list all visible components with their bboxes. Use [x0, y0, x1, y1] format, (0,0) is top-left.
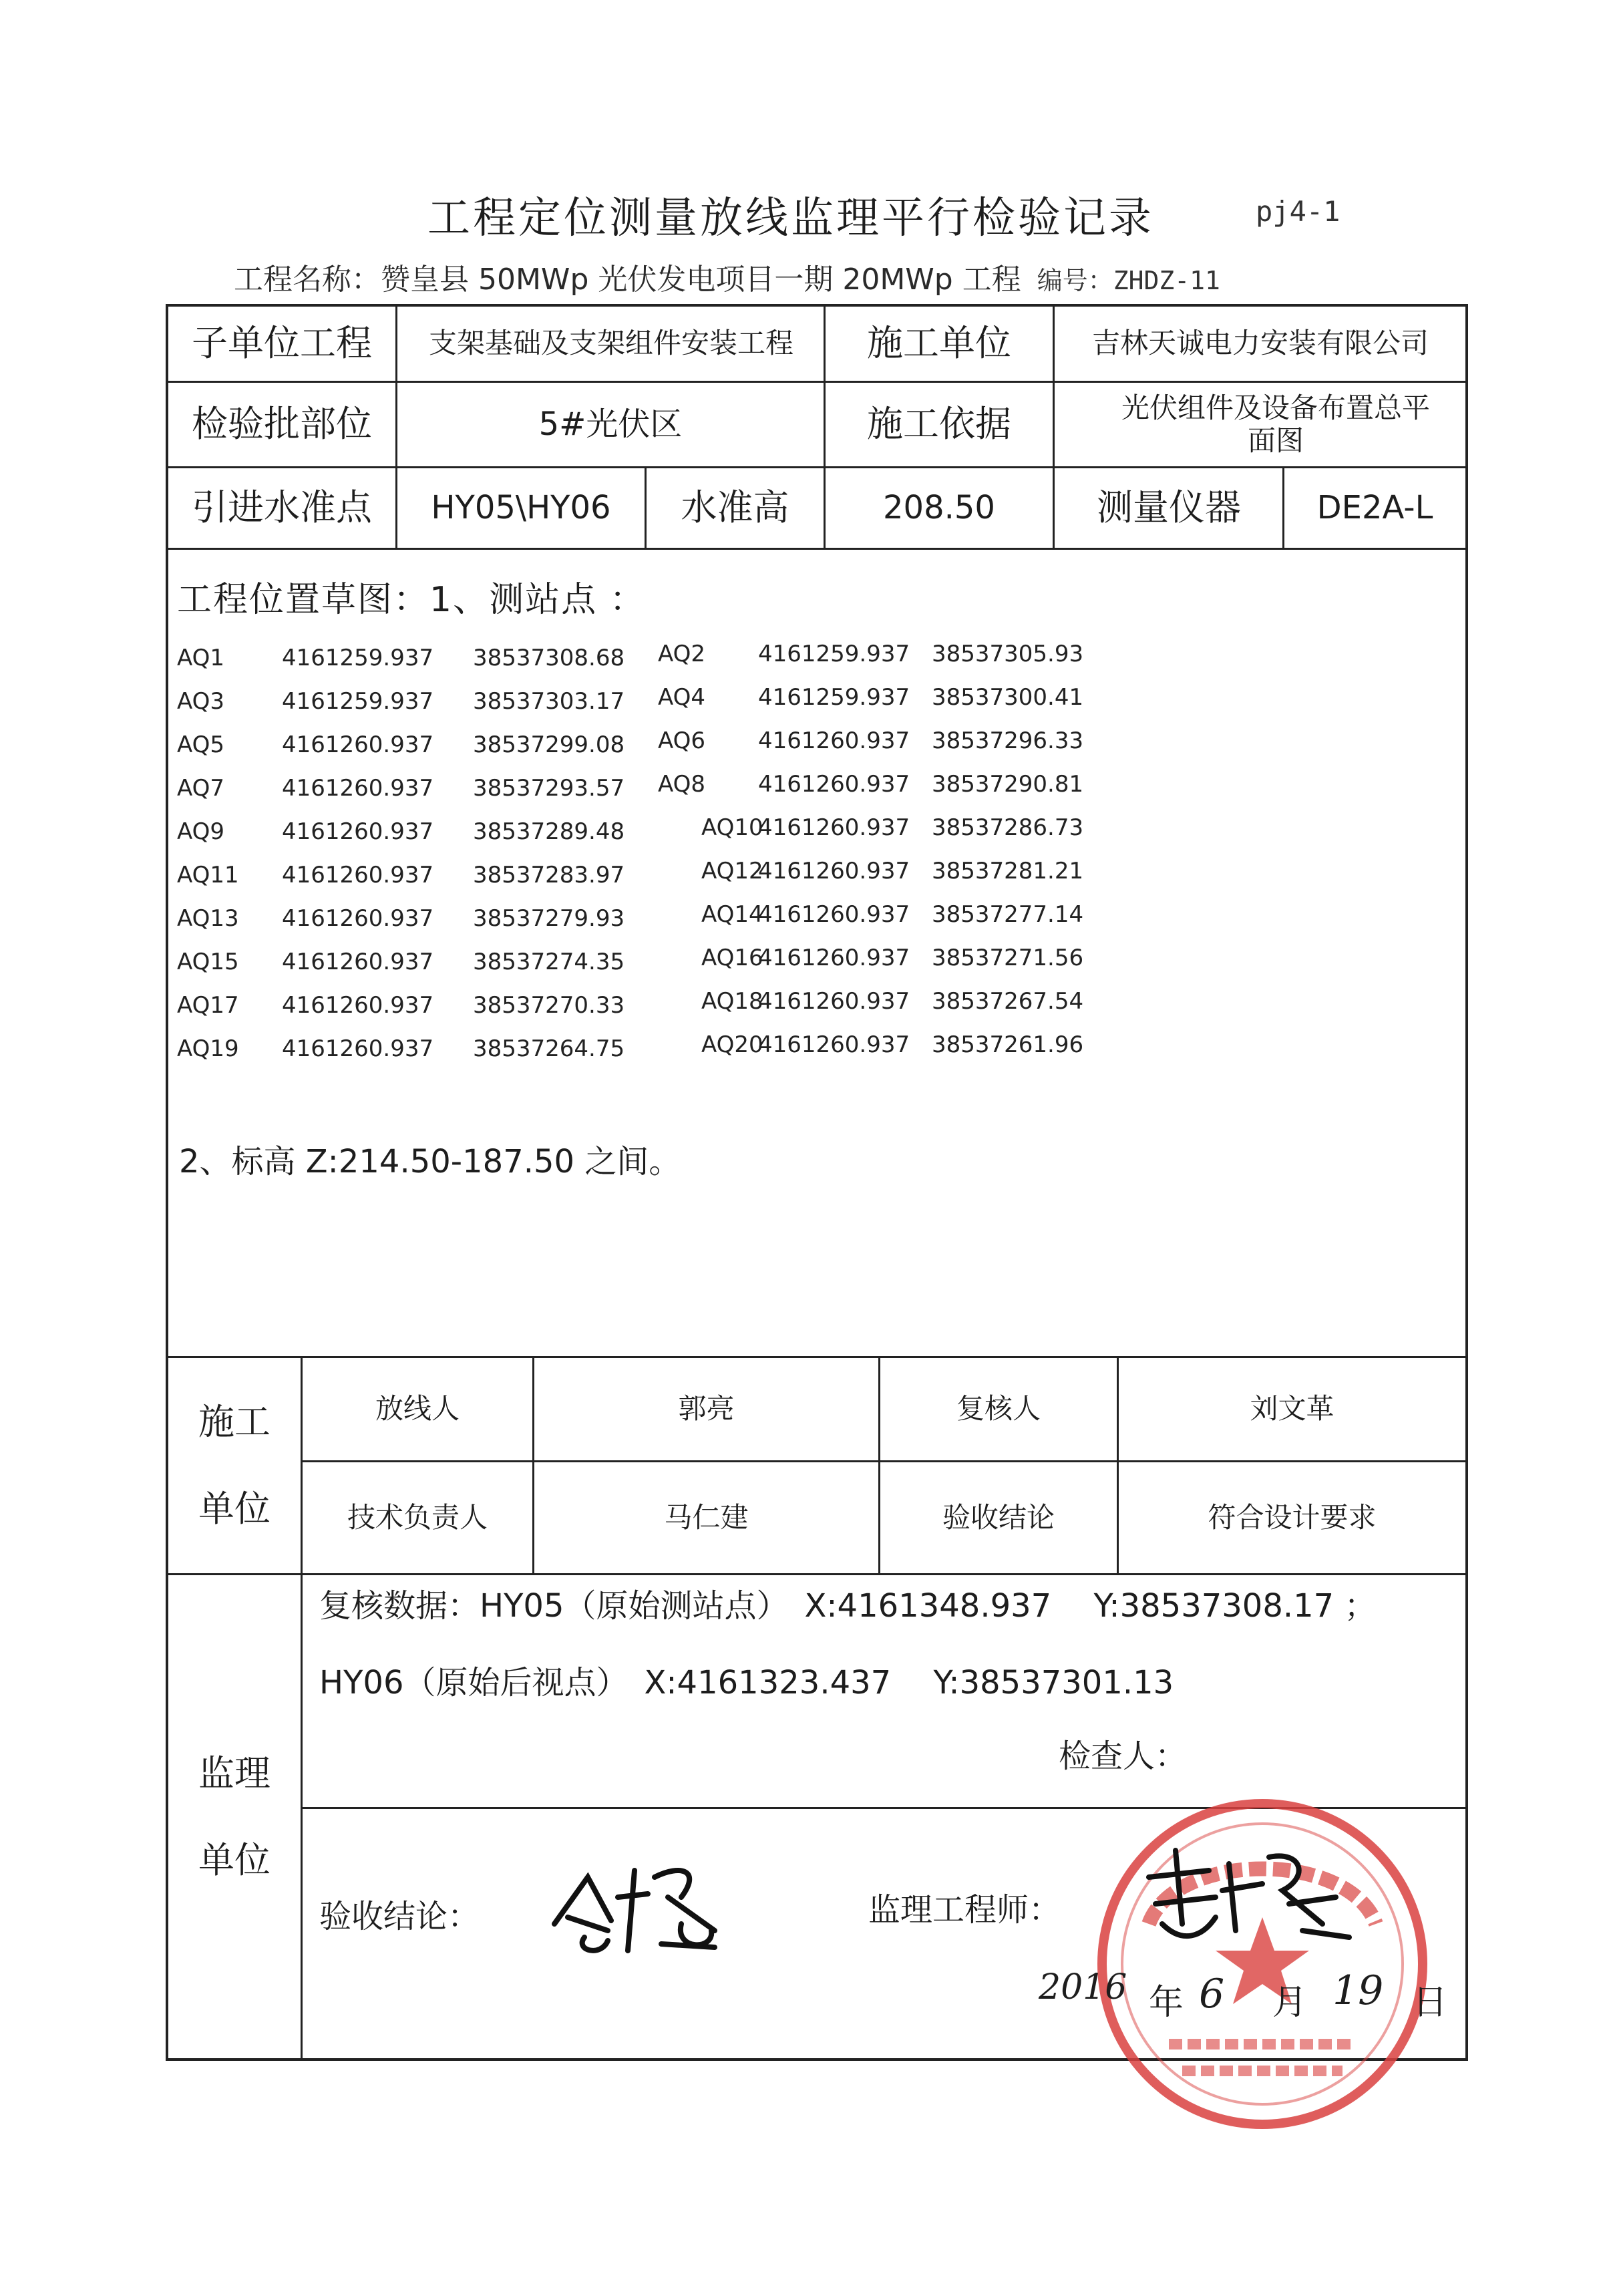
- supervision-conclusion-label: 验收结论：: [319, 1898, 480, 1935]
- date-month-suffix: 月: [1272, 1983, 1308, 2023]
- station-point-y: 38537274.35: [473, 949, 625, 975]
- station-point-x: 4161260.937: [282, 818, 434, 845]
- station-point-y: 38537277.14: [932, 901, 1084, 928]
- station-point-id: AQ15: [177, 949, 239, 975]
- station-point-y: 38537270.33: [473, 992, 625, 1019]
- checker-value: 刘文革: [1250, 1392, 1334, 1426]
- inspector-label: 检查人：: [1059, 1738, 1188, 1775]
- sub-project-value: 支架基础及支架组件安装工程: [428, 327, 793, 360]
- station-point-y: 38537289.48: [473, 818, 625, 845]
- station-point-id: AQ14: [701, 901, 763, 928]
- station-point-id: AQ9: [177, 818, 225, 845]
- station-point-x: 4161260.937: [282, 905, 434, 932]
- station-point-x: 4161260.937: [282, 949, 434, 975]
- station-point-id: AQ3: [177, 688, 225, 715]
- date-year: 2016: [1039, 1967, 1127, 2007]
- level-label: 水准高: [681, 486, 789, 529]
- construction-label-line2: 单位: [198, 1488, 271, 1530]
- station-point-x: 4161260.937: [758, 988, 910, 1015]
- date-year-suffix: 年: [1149, 1983, 1184, 2023]
- station-point-id: AQ12: [701, 858, 763, 884]
- checker-label: 复核人: [956, 1392, 1041, 1426]
- conclusion-signature: [548, 1850, 748, 1964]
- station-point-y: 38537261.96: [932, 1031, 1084, 1058]
- station-point-id: AQ5: [177, 731, 225, 758]
- station-point-x: 4161259.937: [282, 645, 434, 671]
- contractor-value: 吉林天诚电力安装有限公司: [1091, 327, 1429, 360]
- station-point-id: AQ17: [177, 992, 239, 1019]
- station-point-y: 38537281.21: [932, 858, 1084, 884]
- engineer-signature: [1135, 1837, 1363, 1951]
- project-subtitle: [234, 255, 1220, 298]
- station-point-y: 38537296.33: [932, 727, 1084, 754]
- basis-label: 施工依据: [867, 403, 1011, 446]
- station-point-id: AQ8: [658, 771, 706, 798]
- recheck-data-line1: 复核数据：HY05（原始测站点） X:4161348.937 Y:38537308.17 ；: [319, 1587, 1377, 1625]
- engineer-label: 监理工程师：: [868, 1891, 1061, 1929]
- station-point-y: 38537300.41: [932, 684, 1084, 711]
- station-point-id: AQ10: [701, 814, 763, 841]
- acceptance-value: 符合设计要求: [1208, 1500, 1377, 1534]
- construction-label-line1: 施工: [198, 1401, 271, 1444]
- tech-lead-value: 马仁建: [664, 1500, 749, 1534]
- station-point-x: 4161259.937: [758, 641, 910, 667]
- project-name: 工程名称：赞皇县 50MWp 光伏发电项目一期 20MWp 工程: [234, 263, 1021, 297]
- acceptance-label: 验收结论: [942, 1500, 1055, 1534]
- station-point-id: AQ18: [701, 988, 763, 1015]
- station-point-y: 38537299.08: [473, 731, 625, 758]
- station-point-id: AQ20: [701, 1031, 763, 1058]
- station-point-y: 38537286.73: [932, 814, 1084, 841]
- setter-value: 郭亮: [678, 1392, 735, 1426]
- station-point-x: 4161259.937: [282, 688, 434, 715]
- elevation-note: 2、标高 Z:214.50-187.50 之间。: [179, 1143, 681, 1180]
- doc-title: 工程定位测量放线监理平行检验记录: [427, 194, 1154, 243]
- station-point-x: 4161260.937: [758, 858, 910, 884]
- station-point-x: 4161260.937: [758, 901, 910, 928]
- date-day-suffix: 日: [1413, 1983, 1448, 2023]
- station-point-x: 4161259.937: [758, 684, 910, 711]
- row-divider: [166, 1573, 1468, 1575]
- station-point-y: 38537290.81: [932, 771, 1084, 798]
- row-divider: [166, 548, 1468, 550]
- station-point-id: AQ13: [177, 905, 239, 932]
- tech-lead-label: 技术负责人: [347, 1500, 488, 1534]
- station-point-id: AQ7: [177, 775, 225, 802]
- supervision-label-line2: 单位: [198, 1838, 271, 1881]
- doc-number: pj4-1: [1256, 195, 1340, 228]
- station-point-y: 38537264.75: [473, 1035, 625, 1062]
- station-point-y: 38537303.17: [473, 688, 625, 715]
- station-point-id: AQ16: [701, 945, 763, 971]
- record-code: 编号：ZHDZ-11: [1037, 266, 1220, 295]
- instrument-value: DE2A-L: [1316, 488, 1433, 526]
- instrument-label: 测量仪器: [1097, 486, 1241, 529]
- construction-unit-label: [168, 1358, 301, 1573]
- station-point-id: AQ6: [658, 727, 706, 754]
- contractor-label: 施工单位: [867, 322, 1011, 365]
- station-point-x: 4161260.937: [758, 727, 910, 754]
- station-point-y: 38537283.97: [473, 862, 625, 888]
- station-point-y: 38537293.57: [473, 775, 625, 802]
- station-point-x: 4161260.937: [282, 992, 434, 1019]
- station-point-y: 38537305.93: [932, 641, 1084, 667]
- station-point-id: AQ1: [177, 645, 225, 671]
- station-point-id: AQ4: [658, 684, 706, 711]
- station-point-x: 4161260.937: [282, 775, 434, 802]
- station-point-y: 38537271.56: [932, 945, 1084, 971]
- benchmark-label: 引进水准点: [192, 486, 372, 529]
- recheck-data-line2: HY06（原始后视点） X:4161323.437 Y:38537301.13: [319, 1664, 1174, 1701]
- basis-value: 光伏组件及设备布置总平面图: [1121, 391, 1430, 457]
- station-point-x: 4161260.937: [758, 945, 910, 971]
- level-value: 208.50: [883, 488, 995, 526]
- station-point-y: 38537308.68: [473, 645, 625, 671]
- station-point-x: 4161260.937: [282, 862, 434, 888]
- station-point-x: 4161260.937: [282, 1035, 434, 1062]
- supervision-unit-label: [168, 1575, 301, 2058]
- date-day: 19: [1332, 1967, 1384, 2014]
- station-point-x: 4161260.937: [758, 771, 910, 798]
- supervision-label-line1: 监理: [198, 1752, 271, 1794]
- date-month: 6: [1199, 1971, 1225, 2017]
- setter-label: 放线人: [375, 1392, 460, 1426]
- station-point-y: 38537267.54: [932, 988, 1084, 1015]
- station-point-y: 38537279.93: [473, 905, 625, 932]
- station-point-x: 4161260.937: [758, 814, 910, 841]
- station-point-x: 4161260.937: [282, 731, 434, 758]
- batch-value: 5#光伏区: [538, 405, 683, 443]
- station-point-id: AQ19: [177, 1035, 239, 1062]
- sketch-title: 工程位置草图：1、测站点 ：: [177, 580, 646, 620]
- batch-label: 检验批部位: [192, 403, 372, 446]
- benchmark-value: HY05\HY06: [431, 488, 611, 526]
- col-divider: [1053, 304, 1055, 548]
- sub-project-label: 子单位工程: [192, 322, 372, 365]
- station-point-id: AQ2: [658, 641, 706, 667]
- station-point-id: AQ11: [177, 862, 239, 888]
- station-point-x: 4161260.937: [758, 1031, 910, 1058]
